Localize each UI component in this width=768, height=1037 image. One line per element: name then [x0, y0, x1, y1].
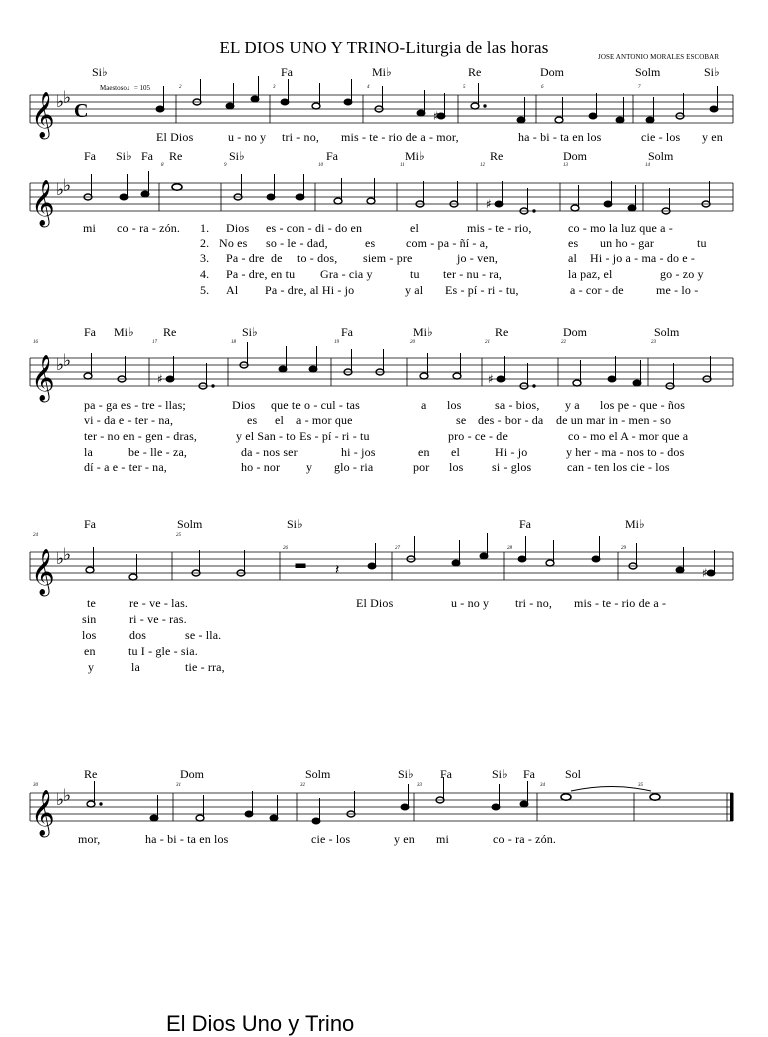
chord-symbol: Mi♭	[413, 325, 433, 339]
lyric-syllable: y a	[565, 398, 580, 412]
measure-number: 28	[507, 546, 512, 551]
lyric-syllable: da - nos ser	[241, 445, 298, 459]
lyric-syllable: se	[456, 413, 467, 427]
lyric-syllable: y her - ma - nos to - dos	[566, 445, 685, 459]
lyric-syllable: los	[82, 628, 97, 642]
lyric-syllable: que te o - cul - tas	[271, 398, 360, 412]
svg-text:♭: ♭	[63, 88, 72, 108]
lyric-syllable: El Dios	[356, 596, 394, 610]
music-staff	[0, 353, 768, 403]
svg-text:♭: ♭	[56, 790, 65, 810]
lyric-syllable: y en	[702, 130, 723, 144]
lyric-syllable: es	[365, 236, 376, 250]
lyric-syllable: mis - te - rio de a - mor,	[341, 130, 459, 144]
lyric-syllable: co - ra - zón.	[493, 832, 557, 846]
lyric-syllable: ri - ve - ras.	[129, 612, 187, 626]
chord-symbol: Solm	[305, 767, 331, 781]
lyric-syllable: Al	[226, 283, 239, 297]
lyric-syllable: cie - los	[311, 832, 351, 846]
lyric-syllable: des - bor - da	[478, 413, 544, 427]
measure-number: 8	[161, 163, 164, 168]
measure-number: 5	[463, 85, 466, 90]
lyric-syllable: co - ra - zón.	[117, 221, 181, 235]
lyric-syllable: en	[418, 445, 430, 459]
lyric-syllable: es	[568, 236, 579, 250]
song-title: EL DIOS UNO Y TRINO-Liturgia de las horas	[219, 38, 549, 57]
chord-symbol: Fa	[326, 149, 338, 163]
chord-symbol: Si♭	[229, 149, 245, 163]
measure-number: 32	[300, 783, 305, 788]
lyric-syllable: ha - bi - ta en los	[145, 832, 229, 846]
chord-symbol: Mi♭	[114, 325, 134, 339]
lyric-syllable: mor,	[78, 832, 101, 846]
lyric-syllable: de un mar in - men - so	[556, 413, 672, 427]
lyric-syllable: Hi - jo	[495, 445, 528, 459]
lyric-syllable: 2.	[200, 236, 210, 250]
svg-text:𝄞: 𝄞	[31, 549, 55, 595]
lyric-syllable: 1.	[200, 221, 210, 235]
lyric-syllable: a - cor - de	[570, 283, 624, 297]
svg-text:♯: ♯	[157, 372, 163, 386]
lyric-syllable: tu	[697, 236, 707, 250]
lyric-syllable: so - le - dad,	[266, 236, 328, 250]
svg-text:𝄞: 𝄞	[31, 92, 55, 138]
lyric-syllable: el	[451, 445, 460, 459]
measure-number: 6	[541, 85, 544, 90]
lyric-syllable: me - lo -	[656, 283, 699, 297]
chord-symbol: Si♭	[287, 517, 303, 531]
measure-number: 20	[410, 340, 415, 345]
lyric-syllable: los	[447, 398, 462, 412]
lyric-syllable: hi - jos	[341, 445, 376, 459]
chord-symbol: Fa	[84, 517, 96, 531]
chord-symbol: Solm	[635, 65, 661, 79]
measure-number: 24	[33, 533, 38, 538]
lyric-syllable: un ho - gar	[600, 236, 654, 250]
measure-number: 16	[33, 340, 38, 345]
chord-symbol: Re	[163, 325, 177, 339]
svg-text:𝄞: 𝄞	[31, 355, 55, 401]
lyric-syllable: la	[84, 445, 93, 459]
lyric-syllable: a - mor que	[296, 413, 353, 427]
svg-text:♯: ♯	[488, 372, 494, 386]
chord-symbol: Fa	[84, 325, 96, 339]
lyric-syllable: es - con - di - do en	[266, 221, 363, 235]
lyric-syllable: tri - no,	[515, 596, 553, 610]
lyric-syllable: la paz, el	[568, 267, 613, 281]
svg-text:♭: ♭	[56, 180, 65, 200]
measure-number: 34	[540, 783, 545, 788]
measure-number: 35	[638, 783, 643, 788]
measure-number: 30	[33, 783, 38, 788]
measure-number: 14	[645, 163, 650, 168]
tempo-marking: Maestoso♩= 105	[100, 84, 151, 92]
chord-symbol: Si♭	[242, 325, 258, 339]
chord-symbol: Dom	[563, 325, 587, 339]
lyric-syllable: Pa - dre, en tu	[226, 267, 296, 281]
chord-symbol: Si♭	[398, 767, 414, 781]
svg-text:C: C	[74, 100, 89, 122]
chord-symbol: Fa	[141, 149, 153, 163]
chord-symbol: Si♭	[704, 65, 720, 79]
lyric-syllable: mis - te - rio de a -	[574, 596, 667, 610]
chord-symbol: Dom	[563, 149, 587, 163]
svg-text:♭: ♭	[63, 545, 72, 565]
music-staff	[0, 788, 768, 838]
chord-symbol: Fa	[519, 517, 531, 531]
lyric-syllable: Gra - cia y	[320, 267, 373, 281]
chord-symbol: Fa	[440, 767, 452, 781]
svg-text:♭: ♭	[63, 351, 72, 371]
lyric-syllable: co - mo la luz que a -	[568, 221, 673, 235]
chord-symbol: Si♭	[92, 65, 108, 79]
lyric-syllable: Hi - jo a - ma - do e -	[590, 251, 696, 265]
lyric-syllable: tu I - gle - sia.	[128, 644, 198, 658]
measure-number: 18	[231, 340, 236, 345]
chord-symbol: Fa	[341, 325, 353, 339]
measure-number: 12	[480, 163, 485, 168]
measure-number: 23	[651, 340, 656, 345]
lyric-syllable: 4.	[200, 267, 210, 281]
lyric-syllable: u - no y	[451, 596, 490, 610]
lyric-syllable: tie - rra,	[185, 660, 225, 674]
measure-number: 33	[417, 783, 422, 788]
chord-symbol: Fa	[281, 65, 293, 79]
measure-number: 9	[224, 163, 227, 168]
lyric-syllable: 5.	[200, 283, 210, 297]
lyric-syllable: y el San - to Es - pí - ri - tu	[236, 429, 370, 443]
svg-text:𝄞: 𝄞	[31, 790, 55, 836]
chord-symbol: Mi♭	[405, 149, 425, 163]
lyric-syllable: te	[87, 596, 96, 610]
lyric-syllable: vi - da e - ter - na,	[84, 413, 174, 427]
measure-number: 31	[176, 783, 181, 788]
measure-number: 26	[283, 546, 288, 551]
chord-symbol: Re	[495, 325, 509, 339]
lyric-syllable: be - lle - za,	[128, 445, 188, 459]
chord-symbol: Solm	[654, 325, 680, 339]
measure-number: 29	[621, 546, 626, 551]
svg-text:♯: ♯	[486, 197, 492, 211]
lyric-syllable: si - glos	[492, 460, 532, 474]
footer-title: El Dios Uno y Trino	[166, 1011, 355, 1036]
lyric-syllable: to - dos,	[297, 251, 338, 265]
chord-symbol: Dom	[180, 767, 204, 781]
chord-symbol: Re	[468, 65, 482, 79]
chord-symbol: Re	[490, 149, 504, 163]
lyric-syllable: es	[247, 413, 258, 427]
lyric-syllable: dos	[129, 628, 147, 642]
lyric-syllable: 3.	[200, 251, 210, 265]
lyric-syllable: y	[306, 460, 313, 474]
lyric-syllable: dí - a e - ter - na,	[84, 460, 167, 474]
lyric-syllable: ter - no en - gen - dras,	[84, 429, 198, 443]
chord-symbol: Re	[84, 767, 98, 781]
measure-number: 22	[561, 340, 566, 345]
svg-text:♭: ♭	[56, 355, 65, 375]
lyric-syllable: ha - bi - ta en los	[518, 130, 602, 144]
chord-symbol: Mi♭	[372, 65, 392, 79]
lyric-syllable: u - no y	[228, 130, 267, 144]
measure-number: 7	[638, 85, 641, 90]
chord-symbol: Solm	[648, 149, 674, 163]
lyric-syllable: cie - los	[641, 130, 681, 144]
lyric-syllable: pa - ga es - tre - llas;	[84, 398, 186, 412]
lyric-syllable: ho - nor	[241, 460, 281, 474]
svg-text:♯: ♯	[433, 109, 439, 123]
measure-number: 13	[563, 163, 568, 168]
measure-number: 2	[179, 85, 182, 90]
lyric-syllable: can - ten los cie - los	[567, 460, 670, 474]
lyric-syllable: por	[413, 460, 430, 474]
chord-symbol: Fa	[523, 767, 535, 781]
tempo-label: Maestoso	[100, 84, 127, 92]
lyric-syllable: Es - pí - ri - tu,	[445, 283, 519, 297]
lyric-syllable: go - zo y	[660, 267, 704, 281]
lyric-syllable: com - pa - ñí - a,	[406, 236, 489, 250]
measure-number: 27	[395, 546, 400, 551]
lyric-syllable: mi	[436, 832, 449, 846]
lyric-syllable: mis - te - rio,	[467, 221, 532, 235]
lyric-syllable: y en	[394, 832, 415, 846]
measure-number: 11	[400, 163, 405, 168]
svg-text:♭: ♭	[63, 786, 72, 806]
measure-number: 3	[273, 85, 276, 90]
svg-text:♭: ♭	[56, 549, 65, 569]
chord-symbol: Si♭	[116, 149, 132, 163]
lyric-syllable: mi	[83, 221, 96, 235]
chord-symbol: Mi♭	[625, 517, 645, 531]
lyric-syllable: re - ve - las.	[129, 596, 189, 610]
lyric-syllable: la	[131, 660, 140, 674]
chord-symbol: Re	[169, 149, 183, 163]
lyric-syllable: pro - ce - de	[448, 429, 508, 443]
svg-text:𝄞: 𝄞	[31, 180, 55, 226]
lyric-syllable: sin	[82, 612, 97, 626]
measure-number: 17	[152, 340, 157, 345]
lyric-syllable: los pe - que - ños	[600, 398, 686, 412]
lyric-syllable: glo - ria	[334, 460, 374, 474]
lyric-syllable: y	[88, 660, 95, 674]
chord-symbol: Sol	[565, 767, 582, 781]
lyric-syllable: el	[275, 413, 284, 427]
measure-number: 10	[318, 163, 323, 168]
svg-text:♭: ♭	[56, 92, 65, 112]
lyric-syllable: El Dios	[156, 130, 194, 144]
measure-number: 19	[334, 340, 339, 345]
svg-text:♭: ♭	[63, 176, 72, 196]
svg-text:𝄽: 𝄽	[335, 562, 340, 578]
lyric-syllable: el	[410, 221, 419, 235]
measure-number: 21	[485, 340, 490, 345]
lyric-syllable: y al	[405, 283, 424, 297]
lyric-syllable: se - lla.	[185, 628, 222, 642]
lyric-syllable: de	[271, 251, 283, 265]
lyric-syllable: Dios	[226, 221, 250, 235]
tempo-value: 105	[139, 84, 151, 92]
lyric-syllable: los	[449, 460, 464, 474]
chord-symbol: Si♭	[492, 767, 508, 781]
lyric-syllable: siem - pre	[363, 251, 413, 265]
lyric-syllable: Dios	[232, 398, 256, 412]
lyric-syllable: tu	[410, 267, 420, 281]
chord-symbol: Dom	[540, 65, 564, 79]
lyric-syllable: ter - nu - ra,	[443, 267, 503, 281]
lyric-syllable: Pa - dre	[226, 251, 265, 265]
lyric-syllable: No es	[219, 236, 248, 250]
svg-text:♯: ♯	[702, 566, 708, 580]
lyric-syllable: en	[84, 644, 96, 658]
measure-number: 4	[367, 85, 370, 90]
lyric-syllable: tri - no,	[282, 130, 320, 144]
composer-credit: JOSE ANTONIO MORALES ESCOBAR	[598, 53, 720, 61]
lyric-syllable: a	[421, 398, 427, 412]
chord-symbol: Solm	[177, 517, 203, 531]
music-staff	[0, 547, 768, 597]
lyric-syllable: sa - bios,	[495, 398, 540, 412]
measure-number: 25	[176, 533, 181, 538]
lyric-syllable: jo - ven,	[457, 251, 499, 265]
chord-symbol: Fa	[84, 149, 96, 163]
lyric-syllable: Pa - dre, al Hi - jo	[265, 283, 355, 297]
lyric-syllable: al	[568, 251, 577, 265]
lyric-syllable: co - mo el A - mor que a	[568, 429, 689, 443]
